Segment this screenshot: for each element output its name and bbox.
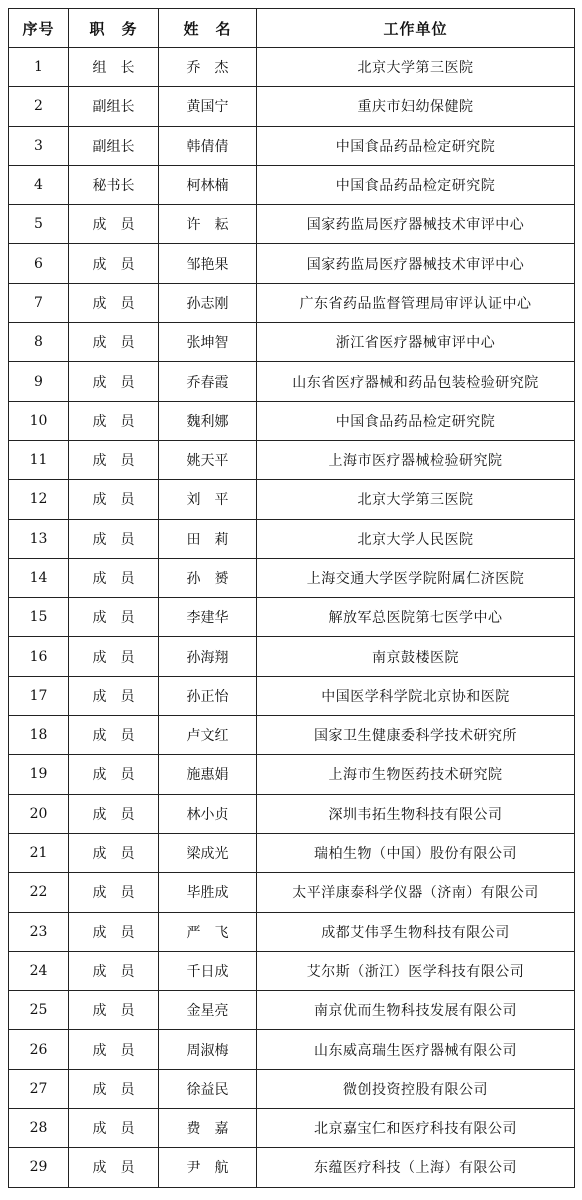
- row-work-unit: 太平洋康泰科学仪器（济南）有限公司: [257, 873, 575, 912]
- row-serial-number: 1: [9, 48, 69, 87]
- table-row: [9, 873, 575, 912]
- row-work-unit: 解放军总医院第七医学中心: [257, 598, 575, 637]
- table-row: [9, 1069, 575, 1108]
- row-work-unit: 北京大学第三医院: [257, 480, 575, 519]
- table-row: [9, 912, 575, 951]
- table-row: [9, 951, 575, 990]
- row-work-unit: 上海市医疗器械检验研究院: [257, 440, 575, 479]
- row-work-unit: 艾尔斯（浙江）医学科技有限公司: [257, 951, 575, 990]
- table-row: [9, 598, 575, 637]
- row-name: 严 飞: [159, 912, 257, 951]
- table-body: [9, 48, 575, 1188]
- row-work-unit: 深圳韦拓生物科技有限公司: [257, 794, 575, 833]
- row-name: 千日成: [159, 951, 257, 990]
- row-position: 副组长: [69, 126, 159, 165]
- row-work-unit: 中国食品药品检定研究院: [257, 401, 575, 440]
- table-row: [9, 440, 575, 479]
- row-name: 韩倩倩: [159, 126, 257, 165]
- row-serial-number: 28: [9, 1109, 69, 1148]
- table-row: [9, 558, 575, 597]
- row-name: 姚天平: [159, 440, 257, 479]
- row-work-unit: 上海市生物医药技术研究院: [257, 755, 575, 794]
- table-row: [9, 401, 575, 440]
- table-row: [9, 676, 575, 715]
- row-serial-number: 17: [9, 676, 69, 715]
- row-position: 成 员: [69, 323, 159, 362]
- row-position: 成 员: [69, 794, 159, 833]
- member-table-container: [8, 8, 574, 1188]
- row-position: 成 员: [69, 401, 159, 440]
- row-name: 孙正怡: [159, 676, 257, 715]
- table-row: [9, 87, 575, 126]
- row-work-unit: 北京大学人民医院: [257, 519, 575, 558]
- row-name: 毕胜成: [159, 873, 257, 912]
- row-position: 成 员: [69, 480, 159, 519]
- row-position: 成 员: [69, 558, 159, 597]
- row-name: 孙海翔: [159, 637, 257, 676]
- row-position: 成 员: [69, 912, 159, 951]
- row-work-unit: 瑞柏生物（中国）股份有限公司: [257, 833, 575, 872]
- row-serial-number: 19: [9, 755, 69, 794]
- row-serial-number: 4: [9, 165, 69, 204]
- row-position: 成 员: [69, 716, 159, 755]
- row-work-unit: 山东威高瑞生医疗器械有限公司: [257, 1030, 575, 1069]
- table-row: [9, 480, 575, 519]
- row-position: 成 员: [69, 519, 159, 558]
- table-row: [9, 205, 575, 244]
- row-work-unit: 国家卫生健康委科学技术研究所: [257, 716, 575, 755]
- row-position: 成 员: [69, 873, 159, 912]
- row-name: 邹艳果: [159, 244, 257, 283]
- row-name: 周淑梅: [159, 1030, 257, 1069]
- row-serial-number: 3: [9, 126, 69, 165]
- table-row: [9, 794, 575, 833]
- row-work-unit: 浙江省医疗器械审评中心: [257, 323, 575, 362]
- table-row: [9, 323, 575, 362]
- member-table: [8, 8, 575, 1188]
- row-position: 成 员: [69, 1069, 159, 1108]
- table-row: [9, 1109, 575, 1148]
- table-row: [9, 48, 575, 87]
- row-name: 孙 赟: [159, 558, 257, 597]
- row-position: 秘书长: [69, 165, 159, 204]
- row-name: 张坤智: [159, 323, 257, 362]
- header-position: 职 务: [69, 9, 159, 48]
- row-name: 林小贞: [159, 794, 257, 833]
- row-serial-number: 24: [9, 951, 69, 990]
- row-name: 费 嘉: [159, 1109, 257, 1148]
- row-serial-number: 25: [9, 991, 69, 1030]
- table-row: [9, 283, 575, 322]
- table-row: [9, 362, 575, 401]
- row-name: 乔 杰: [159, 48, 257, 87]
- row-position: 成 员: [69, 283, 159, 322]
- row-name: 李建华: [159, 598, 257, 637]
- row-serial-number: 12: [9, 480, 69, 519]
- row-work-unit: 中国食品药品检定研究院: [257, 126, 575, 165]
- row-serial-number: 2: [9, 87, 69, 126]
- row-serial-number: 13: [9, 519, 69, 558]
- table-row: [9, 1030, 575, 1069]
- header-name: 姓 名: [159, 9, 257, 48]
- table-row: [9, 637, 575, 676]
- row-position: 成 员: [69, 637, 159, 676]
- row-serial-number: 11: [9, 440, 69, 479]
- row-work-unit: 国家药监局医疗器械技术审评中心: [257, 244, 575, 283]
- row-work-unit: 上海交通大学医学院附属仁济医院: [257, 558, 575, 597]
- row-work-unit: 重庆市妇幼保健院: [257, 87, 575, 126]
- table-row: [9, 244, 575, 283]
- row-position: 成 员: [69, 598, 159, 637]
- row-work-unit: 成都艾伟孚生物科技有限公司: [257, 912, 575, 951]
- row-name: 施惠娟: [159, 755, 257, 794]
- row-serial-number: 21: [9, 833, 69, 872]
- header-serial-number: 序号: [9, 9, 69, 48]
- row-position: 成 员: [69, 205, 159, 244]
- row-serial-number: 6: [9, 244, 69, 283]
- row-work-unit: 东蕴医疗科技（上海）有限公司: [257, 1148, 575, 1187]
- row-name: 徐益民: [159, 1069, 257, 1108]
- row-name: 梁成光: [159, 833, 257, 872]
- row-serial-number: 5: [9, 205, 69, 244]
- row-work-unit: 北京嘉宝仁和医疗科技有限公司: [257, 1109, 575, 1148]
- table-row: [9, 991, 575, 1030]
- row-name: 柯林楠: [159, 165, 257, 204]
- table-row: [9, 126, 575, 165]
- row-work-unit: 山东省医疗器械和药品包装检验研究院: [257, 362, 575, 401]
- row-work-unit: 北京大学第三医院: [257, 48, 575, 87]
- row-serial-number: 27: [9, 1069, 69, 1108]
- row-serial-number: 18: [9, 716, 69, 755]
- header-work-unit: 工作单位: [257, 9, 575, 48]
- row-work-unit: 南京优而生物科技发展有限公司: [257, 991, 575, 1030]
- row-serial-number: 14: [9, 558, 69, 597]
- row-name: 魏利娜: [159, 401, 257, 440]
- row-serial-number: 20: [9, 794, 69, 833]
- row-serial-number: 7: [9, 283, 69, 322]
- row-serial-number: 23: [9, 912, 69, 951]
- row-name: 黄国宁: [159, 87, 257, 126]
- row-serial-number: 10: [9, 401, 69, 440]
- row-position: 组 长: [69, 48, 159, 87]
- row-position: 副组长: [69, 87, 159, 126]
- row-position: 成 员: [69, 244, 159, 283]
- row-serial-number: 26: [9, 1030, 69, 1069]
- row-position: 成 员: [69, 676, 159, 715]
- row-position: 成 员: [69, 440, 159, 479]
- row-work-unit: 中国医学科学院北京协和医院: [257, 676, 575, 715]
- row-position: 成 员: [69, 1148, 159, 1187]
- row-name: 刘 平: [159, 480, 257, 519]
- row-name: 许 耘: [159, 205, 257, 244]
- row-position: 成 员: [69, 833, 159, 872]
- row-name: 尹 航: [159, 1148, 257, 1187]
- row-serial-number: 9: [9, 362, 69, 401]
- row-position: 成 员: [69, 951, 159, 990]
- row-position: 成 员: [69, 1109, 159, 1148]
- row-position: 成 员: [69, 991, 159, 1030]
- row-work-unit: 微创投资控股有限公司: [257, 1069, 575, 1108]
- row-serial-number: 29: [9, 1148, 69, 1187]
- row-name: 乔春霞: [159, 362, 257, 401]
- row-position: 成 员: [69, 1030, 159, 1069]
- table-row: [9, 755, 575, 794]
- row-position: 成 员: [69, 362, 159, 401]
- row-name: 孙志刚: [159, 283, 257, 322]
- row-name: 田 莉: [159, 519, 257, 558]
- table-row: [9, 165, 575, 204]
- row-name: 金星亮: [159, 991, 257, 1030]
- row-work-unit: 南京鼓楼医院: [257, 637, 575, 676]
- row-work-unit: 广东省药品监督管理局审评认证中心: [257, 283, 575, 322]
- table-row: [9, 833, 575, 872]
- table-header-row: [9, 9, 575, 48]
- row-position: 成 员: [69, 755, 159, 794]
- row-work-unit: 中国食品药品检定研究院: [257, 165, 575, 204]
- table-row: [9, 519, 575, 558]
- row-serial-number: 15: [9, 598, 69, 637]
- row-serial-number: 8: [9, 323, 69, 362]
- row-serial-number: 16: [9, 637, 69, 676]
- row-work-unit: 国家药监局医疗器械技术审评中心: [257, 205, 575, 244]
- row-name: 卢文红: [159, 716, 257, 755]
- row-serial-number: 22: [9, 873, 69, 912]
- table-row: [9, 1148, 575, 1187]
- table-row: [9, 716, 575, 755]
